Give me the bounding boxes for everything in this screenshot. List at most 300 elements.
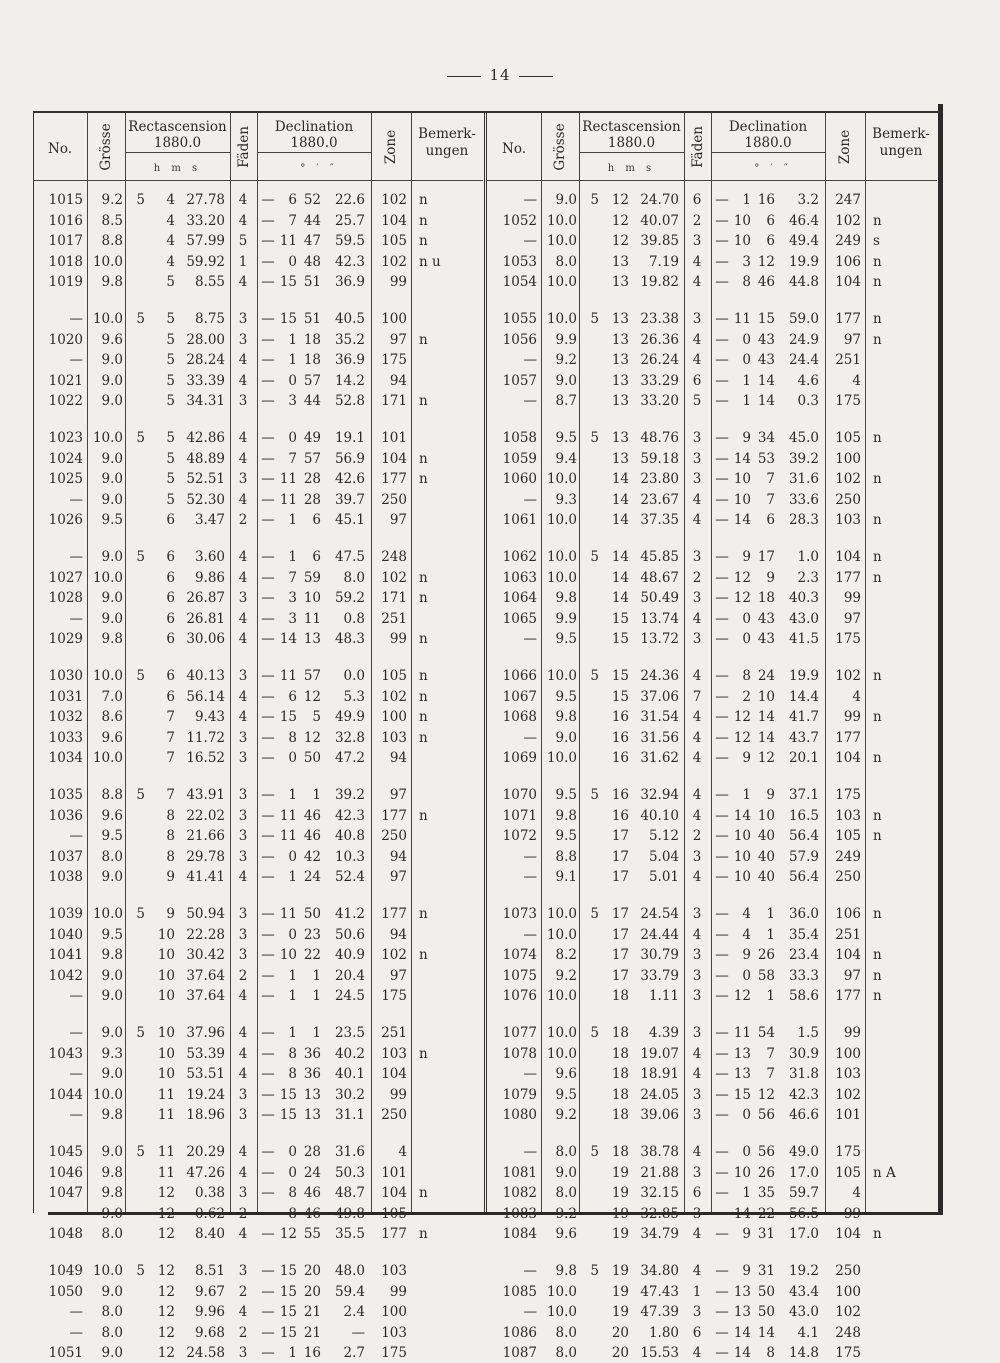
ra-h-cell: 5 <box>590 668 599 684</box>
mag-cell: 10.0 <box>546 1304 577 1321</box>
table-row <box>487 666 937 686</box>
dec-d-cell: 7 <box>288 212 297 229</box>
dec-s-cell: 24.4 <box>788 352 819 369</box>
dec-sign-cell: — <box>261 569 275 586</box>
ra-s-cell: 40.13 <box>186 668 225 684</box>
mag-cell: 9.0 <box>555 192 577 208</box>
faeden-cell: 4 <box>238 869 248 886</box>
table-row <box>33 1204 483 1224</box>
ra-m-cell: 14 <box>611 590 629 607</box>
ra-s-cell: 26.24 <box>640 352 679 369</box>
dec-s-cell: 19.2 <box>788 1263 819 1279</box>
ra-m-cell: 18 <box>611 1066 629 1083</box>
no-cell: 1065 <box>502 610 537 627</box>
dec-m-cell: 24 <box>303 869 321 886</box>
ra-m-cell: 4 <box>166 212 175 229</box>
ra-m-cell: 12 <box>157 1263 175 1279</box>
dec-s-cell: 45.1 <box>334 512 365 529</box>
table-row <box>33 371 483 391</box>
mag-cell: 9.2 <box>555 352 577 369</box>
no-cell: 1062 <box>502 549 537 565</box>
mag-cell: 7.0 <box>101 688 123 705</box>
table-row <box>487 190 937 210</box>
dec-d-cell: 1 <box>288 549 297 565</box>
ra-s-cell: 48.89 <box>186 450 225 467</box>
mag-cell: 10.0 <box>546 906 577 922</box>
mag-cell: 9.0 <box>101 610 123 627</box>
no-cell: — <box>69 1107 83 1124</box>
mag-cell: 9.5 <box>101 828 123 845</box>
dec-m-cell: 16 <box>303 1345 321 1362</box>
ra-m-cell: 17 <box>611 906 629 922</box>
remark-cell: n <box>419 212 428 229</box>
dec-d-cell: 0 <box>742 331 751 348</box>
remark-cell: n <box>873 512 882 529</box>
ra-s-cell: 41.41 <box>186 869 225 886</box>
remark-cell: n <box>873 569 882 586</box>
faeden-cell: 4 <box>692 1226 702 1243</box>
faeden-cell: 4 <box>238 1304 248 1321</box>
no-cell: 1021 <box>48 372 83 389</box>
remark-cell: n <box>419 807 428 824</box>
zone-cell: 175 <box>835 393 861 410</box>
ra-m-cell: 6 <box>166 569 175 586</box>
table-row <box>487 748 937 768</box>
dec-sign-cell: — <box>261 491 275 508</box>
mag-cell: 9.0 <box>101 1205 123 1222</box>
ra-s-cell: 23.67 <box>640 491 679 508</box>
dec-sign-cell: — <box>261 688 275 705</box>
faeden-cell: 3 <box>238 668 248 684</box>
table-row <box>33 629 483 649</box>
ra-s-cell: 18.96 <box>186 1107 225 1124</box>
no-cell: 1034 <box>48 750 83 767</box>
dec-d-cell: 1 <box>288 787 297 803</box>
dec-d-cell: 8 <box>288 1066 297 1083</box>
ra-s-cell: 33.39 <box>186 372 225 389</box>
dec-s-cell: 2.3 <box>797 569 819 586</box>
mag-cell: 10.0 <box>92 1263 123 1279</box>
ra-s-cell: 16.52 <box>186 750 225 767</box>
right-dec-subrule <box>711 152 825 153</box>
mag-cell: 10.0 <box>92 253 123 270</box>
zone-cell: 103 <box>381 1045 407 1062</box>
faeden-cell: 3 <box>238 729 248 746</box>
dec-m-cell: 59 <box>303 569 321 586</box>
ra-m-cell: 14 <box>611 549 629 565</box>
dec-m-cell: 12 <box>303 729 321 746</box>
dec-sign-cell: — <box>261 1045 275 1062</box>
faeden-cell: 4 <box>692 1066 702 1083</box>
zone-cell: 177 <box>835 311 861 327</box>
faeden-cell: 4 <box>238 491 248 508</box>
no-cell: 1079 <box>502 1086 537 1103</box>
no-cell: 1038 <box>48 869 83 886</box>
faeden-cell: 2 <box>692 828 702 845</box>
zone-cell: 248 <box>381 549 407 565</box>
dec-m-cell: 13 <box>303 631 321 648</box>
dec-s-cell: 47.5 <box>334 549 365 565</box>
mag-cell: 10.0 <box>546 212 577 229</box>
dec-m-cell: 46 <box>303 828 321 845</box>
mag-cell: 8.0 <box>101 1226 123 1243</box>
ra-s-cell: 8.51 <box>194 1263 225 1279</box>
dec-d-cell: 10 <box>733 848 751 865</box>
ra-m-cell: 18 <box>611 988 629 1005</box>
dec-s-cell: 17.0 <box>788 1164 819 1181</box>
mag-cell: 9.0 <box>101 372 123 389</box>
faeden-cell: 4 <box>692 331 702 348</box>
zone-cell: 175 <box>381 352 407 369</box>
dec-m-cell: 55 <box>303 1226 321 1243</box>
ra-m-cell: 17 <box>611 967 629 984</box>
mag-cell: 9.8 <box>555 807 577 824</box>
right-header-ra-units: h m s <box>607 163 656 174</box>
no-cell: 1015 <box>48 192 83 208</box>
zone-cell: 101 <box>381 430 407 446</box>
dec-d-cell: 13 <box>733 1045 751 1062</box>
table-row <box>487 272 937 292</box>
dec-m-cell: 13 <box>303 1086 321 1103</box>
table-row <box>487 986 937 1006</box>
table-row <box>487 469 937 489</box>
dec-sign-cell: — <box>715 471 729 488</box>
remark-cell: n <box>419 947 428 964</box>
dec-s-cell: 4.1 <box>797 1324 819 1341</box>
faeden-cell: 3 <box>238 1263 248 1279</box>
remark-cell: n <box>419 631 428 648</box>
table-row <box>33 945 483 965</box>
ra-m-cell: 16 <box>611 807 629 824</box>
zone-cell: 250 <box>835 491 861 508</box>
dec-s-cell: 43.0 <box>788 1304 819 1321</box>
no-cell: 1071 <box>502 807 537 824</box>
mag-cell: 9.0 <box>101 549 123 565</box>
faeden-cell: 4 <box>692 1263 702 1279</box>
dec-sign-cell: — <box>715 393 729 410</box>
dec-sign-cell: — <box>715 709 729 726</box>
zone-cell: 99 <box>389 274 407 291</box>
ra-s-cell: 8.40 <box>194 1226 225 1243</box>
zone-cell: 171 <box>381 393 407 410</box>
dec-d-cell: 9 <box>742 750 751 767</box>
table-row <box>33 1183 483 1203</box>
faeden-cell: 3 <box>692 471 702 488</box>
ra-m-cell: 6 <box>166 631 175 648</box>
dec-m-cell: 43 <box>757 352 775 369</box>
dec-s-cell: 39.7 <box>334 491 365 508</box>
no-cell: — <box>69 828 83 845</box>
ra-m-cell: 8 <box>166 828 175 845</box>
faeden-cell: 4 <box>238 372 248 389</box>
ra-s-cell: 34.80 <box>640 1263 679 1279</box>
dec-sign-cell: — <box>261 430 275 446</box>
dec-d-cell: 1 <box>742 192 751 208</box>
remark-cell: s <box>873 233 880 250</box>
ra-m-cell: 5 <box>166 372 175 389</box>
ra-h-cell: 5 <box>136 549 145 565</box>
faeden-cell: 4 <box>238 688 248 705</box>
faeden-cell: 4 <box>692 668 702 684</box>
no-cell: — <box>69 311 83 327</box>
dec-s-cell: 35.4 <box>788 926 819 943</box>
dec-s-cell: 48.0 <box>334 1263 365 1279</box>
dec-d-cell: 9 <box>742 430 751 446</box>
dec-s-cell: 40.8 <box>334 828 365 845</box>
table-row <box>33 904 483 924</box>
ra-s-cell: 30.42 <box>186 947 225 964</box>
dec-s-cell: 33.3 <box>788 967 819 984</box>
table-row <box>33 588 483 608</box>
mag-cell: 10.0 <box>546 750 577 767</box>
dec-sign-cell: — <box>261 212 275 229</box>
dec-s-cell: 56.4 <box>788 869 819 886</box>
table-row <box>33 469 483 489</box>
dec-sign-cell: — <box>261 192 275 208</box>
dec-d-cell: 15 <box>279 1086 297 1103</box>
dec-m-cell: 46 <box>757 274 775 291</box>
dec-d-cell: 0 <box>288 372 297 389</box>
table-row <box>33 826 483 846</box>
mag-cell: 9.0 <box>101 450 123 467</box>
faeden-cell: 4 <box>692 1345 702 1362</box>
zone-cell: 99 <box>843 590 861 607</box>
table-row <box>33 490 483 510</box>
dec-m-cell: 6 <box>766 233 775 250</box>
table-row <box>33 847 483 867</box>
faeden-cell: 4 <box>238 1066 248 1083</box>
ra-m-cell: 12 <box>157 1185 175 1202</box>
dec-sign-cell: — <box>261 1304 275 1321</box>
ra-s-cell: 5.12 <box>648 828 679 845</box>
dec-m-cell: 56 <box>757 1144 775 1160</box>
mag-cell: 8.8 <box>101 787 123 803</box>
ra-s-cell: 0.62 <box>194 1205 225 1222</box>
no-cell: — <box>69 988 83 1005</box>
table-row <box>487 1224 937 1244</box>
mag-cell: 9.3 <box>555 491 577 508</box>
dec-s-cell: 20.1 <box>788 750 819 767</box>
dec-s-cell: 31.8 <box>788 1066 819 1083</box>
ra-m-cell: 12 <box>611 192 629 208</box>
table-row <box>487 1142 937 1162</box>
dec-d-cell: 10 <box>733 233 751 250</box>
dec-sign-cell: — <box>261 610 275 627</box>
left-header-faeden: Fäden <box>235 126 252 168</box>
zone-cell: 94 <box>389 750 407 767</box>
ra-m-cell: 4 <box>166 233 175 250</box>
dec-s-cell: 8.0 <box>343 569 365 586</box>
faeden-cell: 3 <box>238 311 248 327</box>
no-cell: 1087 <box>502 1345 537 1362</box>
ra-m-cell: 18 <box>611 1025 629 1041</box>
ra-s-cell: 22.28 <box>186 926 225 943</box>
ra-h-cell: 5 <box>590 906 599 922</box>
dec-sign-cell: — <box>261 274 275 291</box>
mag-cell: 9.8 <box>101 947 123 964</box>
remark-cell: n <box>873 750 882 767</box>
dec-sign-cell: — <box>715 967 729 984</box>
dec-sign-cell: — <box>715 807 729 824</box>
faeden-cell: 3 <box>692 1107 702 1124</box>
dec-s-cell: 56.9 <box>334 450 365 467</box>
remark-cell: n <box>419 668 428 684</box>
ra-m-cell: 19 <box>611 1205 629 1222</box>
ra-m-cell: 4 <box>166 253 175 270</box>
ra-s-cell: 53.51 <box>186 1066 225 1083</box>
dec-d-cell: 0 <box>742 631 751 648</box>
dec-s-cell: 28.3 <box>788 512 819 529</box>
zone-cell: 175 <box>835 1345 861 1362</box>
right-header-dec-epoch: 1880.0 <box>744 135 792 151</box>
faeden-cell: 3 <box>238 828 248 845</box>
dec-sign-cell: — <box>715 750 729 767</box>
dec-m-cell: 1 <box>312 787 321 803</box>
dec-s-cell: 33.6 <box>788 491 819 508</box>
dec-d-cell: 10 <box>733 828 751 845</box>
faeden-cell: 4 <box>692 807 702 824</box>
faeden-cell: 2 <box>238 1283 248 1300</box>
dec-m-cell: 14 <box>757 393 775 410</box>
right-header-no: No. <box>502 141 526 157</box>
dec-sign-cell: — <box>261 967 275 984</box>
zone-cell: 175 <box>835 1144 861 1160</box>
table-row <box>33 609 483 629</box>
dec-d-cell: 12 <box>733 729 751 746</box>
no-cell: 1052 <box>502 212 537 229</box>
ra-s-cell: 31.54 <box>640 709 679 726</box>
zone-cell: 100 <box>835 1283 861 1300</box>
ra-s-cell: 23.80 <box>640 471 679 488</box>
no-cell: 1056 <box>502 331 537 348</box>
remark-cell: n <box>873 311 882 327</box>
dec-d-cell: 14 <box>279 631 297 648</box>
no-cell: 1063 <box>502 569 537 586</box>
dec-d-cell: 9 <box>742 1226 751 1243</box>
dec-s-cell: 16.5 <box>788 807 819 824</box>
dec-s-cell: 46.4 <box>788 212 819 229</box>
table-row <box>487 309 937 329</box>
remark-cell: n <box>873 947 882 964</box>
ra-m-cell: 10 <box>157 1045 175 1062</box>
no-cell: 1035 <box>48 787 83 803</box>
table-row <box>33 350 483 370</box>
mag-cell: 9.6 <box>101 331 123 348</box>
ra-m-cell: 5 <box>166 393 175 410</box>
ra-m-cell: 6 <box>166 549 175 565</box>
faeden-cell: 4 <box>692 1045 702 1062</box>
remark-cell: n <box>419 688 428 705</box>
dec-sign-cell: — <box>715 926 729 943</box>
dec-s-cell: 46.6 <box>788 1107 819 1124</box>
ra-h-cell: 5 <box>590 311 599 327</box>
dec-m-cell: 31 <box>757 1226 775 1243</box>
left-header-ra-title: Rectascension <box>128 119 227 135</box>
no-cell: 1016 <box>48 212 83 229</box>
faeden-cell: 2 <box>238 512 248 529</box>
faeden-cell: 4 <box>692 926 702 943</box>
dec-s-cell: 35.2 <box>334 331 365 348</box>
dec-d-cell: 14 <box>733 1205 751 1222</box>
dec-d-cell: 3 <box>288 590 297 607</box>
zone-cell: 4 <box>852 1185 861 1202</box>
dec-m-cell: 14 <box>757 729 775 746</box>
ra-m-cell: 16 <box>611 750 629 767</box>
dec-m-cell: 21 <box>303 1304 321 1321</box>
ra-s-cell: 33.20 <box>186 212 225 229</box>
mag-cell: 9.8 <box>555 590 577 607</box>
faeden-cell: 4 <box>238 631 248 648</box>
dec-s-cell: 10.3 <box>334 848 365 865</box>
ra-s-cell: 13.72 <box>640 631 679 648</box>
dec-s-cell: — <box>351 1324 365 1341</box>
dec-s-cell: 40.1 <box>334 1066 365 1083</box>
right-header-bem-1: Bemerk- <box>872 126 930 142</box>
zone-cell: 105 <box>381 668 407 684</box>
faeden-cell: 3 <box>692 450 702 467</box>
ra-s-cell: 34.79 <box>640 1226 679 1243</box>
zone-cell: 99 <box>843 709 861 726</box>
table-row <box>487 785 937 805</box>
mag-cell: 9.0 <box>101 352 123 369</box>
dec-m-cell: 50 <box>303 750 321 767</box>
zone-cell: 177 <box>381 807 407 824</box>
dec-s-cell: 43.4 <box>788 1283 819 1300</box>
ra-m-cell: 18 <box>611 1107 629 1124</box>
faeden-cell: 3 <box>238 926 248 943</box>
table-row <box>487 826 937 846</box>
remark-cell: n <box>873 967 882 984</box>
dec-m-cell: 26 <box>757 1164 775 1181</box>
dec-sign-cell: — <box>715 569 729 586</box>
ra-m-cell: 12 <box>157 1345 175 1362</box>
mag-cell: 10.0 <box>546 1025 577 1041</box>
dec-s-cell: 44.8 <box>788 274 819 291</box>
table-row <box>487 252 937 272</box>
mag-cell: 9.8 <box>555 1263 577 1279</box>
dec-sign-cell: — <box>261 372 275 389</box>
dec-s-cell: 20.4 <box>334 967 365 984</box>
ra-s-cell: 30.79 <box>640 947 679 964</box>
table-row <box>487 806 937 826</box>
table-row <box>33 391 483 411</box>
ra-s-cell: 37.96 <box>186 1025 225 1041</box>
zone-cell: 103 <box>835 512 861 529</box>
dec-s-cell: 37.1 <box>788 787 819 803</box>
ra-m-cell: 19 <box>611 1263 629 1279</box>
no-cell: 1027 <box>48 569 83 586</box>
zone-cell: 177 <box>381 471 407 488</box>
no-cell: 1041 <box>48 947 83 964</box>
ra-s-cell: 9.86 <box>194 569 225 586</box>
dec-sign-cell: — <box>261 787 275 803</box>
ra-s-cell: 32.15 <box>640 1185 679 1202</box>
dec-s-cell: 49.9 <box>334 709 365 726</box>
dec-sign-cell: — <box>261 1263 275 1279</box>
faeden-cell: 3 <box>238 393 248 410</box>
zone-cell: 250 <box>835 1263 861 1279</box>
dec-m-cell: 14 <box>757 709 775 726</box>
table-row <box>33 1064 483 1084</box>
ra-h-cell: 5 <box>136 311 145 327</box>
dec-sign-cell: — <box>261 1066 275 1083</box>
ra-m-cell: 4 <box>166 192 175 208</box>
dec-sign-cell: — <box>261 1107 275 1124</box>
mag-cell: 9.8 <box>101 1164 123 1181</box>
dec-s-cell: 23.5 <box>334 1025 365 1041</box>
ra-s-cell: 4.39 <box>648 1025 679 1041</box>
dec-s-cell: 47.2 <box>334 750 365 767</box>
